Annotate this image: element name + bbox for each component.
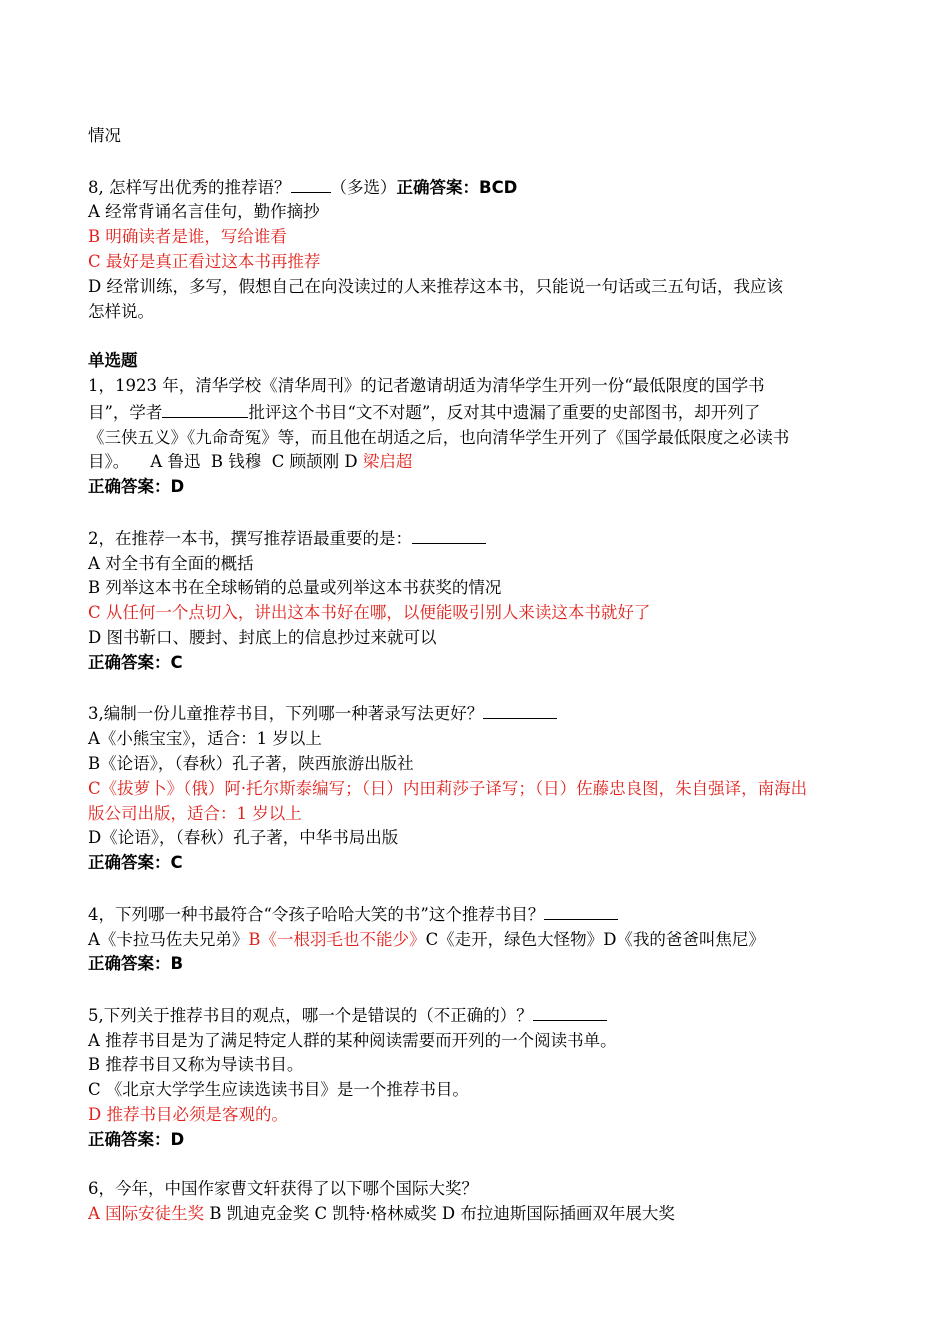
option-a: A 经常背诵名言佳句，勤作摘抄 — [88, 202, 320, 222]
question-text: 2，在推荐一本书，撰写推荐语最重要的是： — [88, 528, 412, 548]
question-5 — [88, 1002, 878, 1029]
spacer — [88, 977, 878, 1002]
option-d-correct: 梁启超 — [362, 452, 413, 472]
spacer — [88, 676, 878, 701]
question-1-line4 — [88, 450, 878, 475]
question-2 — [88, 525, 878, 552]
option-a: A《卡拉马佐夫兄弟》 — [88, 929, 249, 949]
option-c-correct: C 最好是真正看过这本书再推荐 — [88, 251, 321, 271]
answer-blank — [483, 700, 557, 719]
correct-answer: 正确答案：C — [88, 853, 183, 873]
option-c-correct-line2: 版公司出版，适合：1 岁以上 — [88, 803, 302, 823]
question-6: 6，今年，中国作家曹文轩获得了以下哪个国际大奖？ — [88, 1179, 478, 1199]
correct-answer: 正确答案：D — [88, 1129, 185, 1149]
option-d-correct: D 推荐书目必须是客观的。 — [88, 1105, 288, 1125]
correct-answer: 正确答案：D — [88, 477, 185, 497]
question-text: 批评这个书目“文不对题”，反对其中遗漏了重要的史部图书，却开列了 — [248, 402, 761, 422]
correct-answer: 正确答案：B — [88, 954, 184, 974]
answer-blank — [162, 399, 248, 418]
question-1-line2 — [88, 399, 878, 426]
multi-choice-note: （多选） — [330, 177, 397, 197]
option-c-correct-line1: C《拔萝卜》（俄）阿·托尔斯泰编写；（日）内田莉莎子译写；（日）佐藤忠良图，朱自强译，南海出 — [88, 778, 808, 798]
option-a: A《小熊宝宝》，适合：1 岁以上 — [88, 729, 322, 749]
options-line — [88, 1202, 878, 1227]
question-text: 目”，学者 — [88, 402, 163, 422]
question-text: 3,编制一份儿童推荐书目，下列哪一种著录写法更好？ — [88, 704, 484, 724]
correct-answer: 正确答案：BCD — [396, 177, 518, 197]
question-1-line3: 《三侠五义》《九命奇冤》等，而且他在胡适之后，也向清华学生开列了《国学最低限度之必读书 — [88, 427, 790, 447]
option-d-line2: 怎样说。 — [88, 301, 154, 321]
spacer — [88, 500, 878, 525]
option-c: C 《北京大学学生应读选读书目》是一个推荐书目。 — [88, 1080, 469, 1100]
answer-blank — [533, 1002, 607, 1021]
option-b: B 推荐书目又称为导读书目。 — [88, 1055, 304, 1075]
option-d: D 图书靳口、腰封、封底上的信息抄过来就可以 — [88, 627, 437, 647]
options-text: 目》。 A 鲁迅 B 钱穆 C 顾颉刚 D — [88, 452, 363, 472]
options-line — [88, 928, 878, 953]
option-a: A 推荐书目是为了满足特定人群的某种阅读需要而开列的一个阅读书单。 — [88, 1030, 617, 1050]
answer-blank — [412, 525, 486, 544]
option-d: D《我的爸爸叫焦尼》 — [603, 929, 765, 949]
spacer — [88, 1153, 878, 1178]
question-text: 5,下列关于推荐书目的观点，哪一个是错误的（不正确的）？ — [88, 1005, 533, 1025]
spacer — [88, 876, 878, 901]
spacer — [88, 149, 878, 174]
answer-blank — [544, 901, 618, 920]
spacer — [88, 324, 878, 349]
option-d: D《论语》，（春秋）孔子著，中华书局出版 — [88, 828, 399, 848]
document-page — [88, 124, 878, 1227]
option-b: B《论语》，（春秋）孔子著，陕西旅游出版社 — [88, 753, 414, 773]
option-a: A 对全书有全面的概括 — [88, 553, 254, 573]
continued-text: 情况 — [88, 126, 121, 145]
question-3 — [88, 700, 878, 727]
option-b: B 列举这本书在全球畅销的总量或列举这本书获奖的情况 — [88, 578, 502, 598]
option-b-correct: B《一根羽毛也不能少》 — [248, 929, 426, 949]
option-a-correct: A 国际安徒生奖 — [88, 1204, 205, 1224]
question-1-line1: 1，1923 年，清华学校《清华周刊》的记者邀请胡适为清华学生开列一份“最低限度的国学书 — [88, 375, 765, 395]
question-8 — [88, 174, 878, 201]
question-text: 8, 怎样写出优秀的推荐语？ — [88, 177, 291, 197]
option-c-correct: C 从任何一个点切入，讲出这本书好在哪，以便能吸引别人来读这本书就好了 — [88, 603, 651, 623]
answer-blank — [291, 174, 331, 193]
question-text: 4，下列哪一种书最符合“令孩子哈哈大笑的书”这个推荐书目？ — [88, 904, 545, 924]
option-b-correct: B 明确读者是谁，写给谁看 — [88, 227, 287, 247]
option-d-line1: D 经常训练，多写，假想自己在向没读过的人来推荐这本书，只能说一句话或三五句话，我应该 — [88, 276, 783, 296]
section-heading: 单选题 — [88, 351, 138, 371]
option-c: C《走开，绿色大怪物》 — [425, 929, 604, 949]
options-bcd: B 凯迪克金奖 C 凯特·格林威奖 D 布拉迪斯国际插画双年展大奖 — [204, 1204, 675, 1224]
question-4 — [88, 901, 878, 928]
correct-answer: 正确答案：C — [88, 652, 183, 672]
